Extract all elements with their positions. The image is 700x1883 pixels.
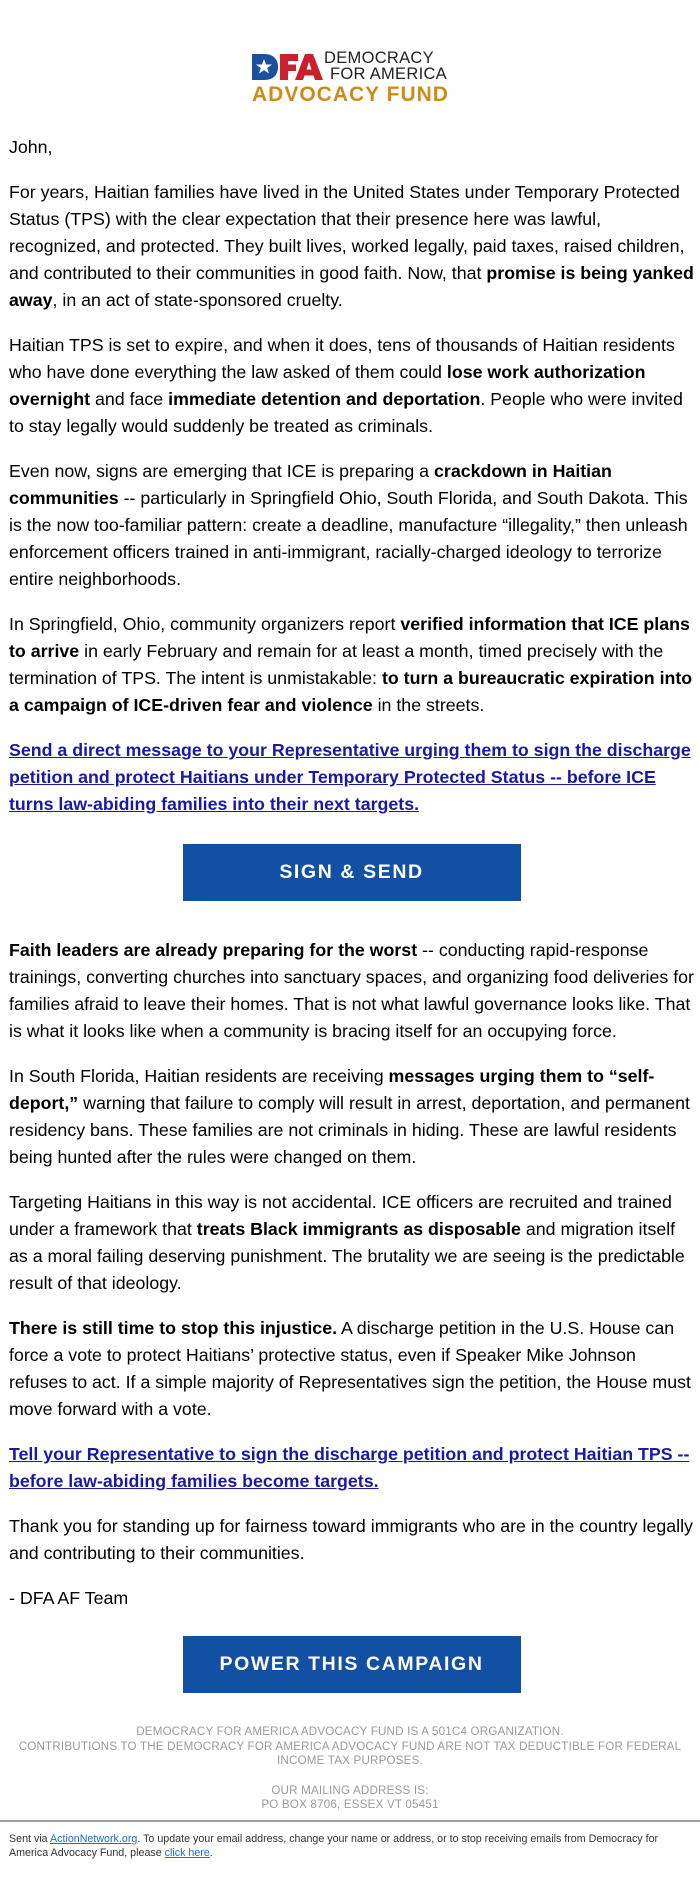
p1-text-1: For years, Haitian families have lived in the United States under Temporary Protected Status (TPS) with the clear expectation that their presence here was lawful, recognized, and protected. They built lives, worked legally, paid taxes, raised children, and contributed to their communities in good faith. Now, that — [9, 182, 685, 283]
footer-mailing-address: PO BOX 8706, ESSEX VT 05451 — [261, 1798, 439, 1811]
p4-bold-2: to turn a bureaucratic expiration into a campaign of ICE-driven fear and violence — [9, 668, 693, 715]
tell-representative-link[interactable]: Tell your Representative to sign the discharge petition and protect Haitian TPS -- before law-abiding families become targets. — [9, 1444, 690, 1491]
p7-bold-1: treats Black immigrants as disposable — [196, 1219, 521, 1239]
paragraph-faith-leaders — [9, 937, 694, 1045]
actionnetwork-link[interactable]: ActionNetwork.org — [50, 1833, 138, 1845]
paragraph-springfield — [9, 611, 694, 719]
footer-org-line-2: CONTRIBUTIONS TO THE DEMOCRACY FOR AMERICA ADVOCACY FUND ARE NOT TAX DEDUCTIBLE FOR FEDERAL INCOME TAX PURPOSES. — [18, 1739, 682, 1767]
sent-prefix: Sent via — [9, 1833, 50, 1845]
footer-organization-info — [0, 1725, 700, 1813]
p2-bold-1: lose work authorization overnight — [9, 362, 646, 409]
paragraph-ice-crackdown — [9, 458, 694, 593]
sent-suffix: . — [209, 1847, 213, 1859]
p8-text-1: A discharge petition in the U.S. House can force a vote to protect Haitians’ protective status, even if Speaker Mike Johnson refuses to act. If a simple majority of Representatives sign the petition, the House must move forward with a vote. — [9, 1318, 691, 1419]
footer-mailing-label: OUR MAILING ADDRESS IS: — [271, 1783, 429, 1797]
p2-text-1: Haitian TPS is set to expire, and when it does, tens of thousands of Haitian residents who have done everything the law asked of them could — [9, 335, 675, 382]
sign-send-row — [9, 844, 694, 901]
p8-bold-1: There is still time to stop this injustice. — [9, 1318, 338, 1338]
p3-bold-1: crackdown in Haitian communities — [9, 461, 612, 508]
p4-text-3: in the streets. — [372, 695, 485, 715]
logo-text-democracy: DEMOCRACY — [324, 49, 434, 67]
dfa-logo-mark — [250, 52, 324, 82]
p5-text-1: -- conducting rapid-response trainings, converting churches into sanctuary spaces, and organizing food deliveries for families afraid to leave their homes. That is not what lawful governance looks like. That is what it looks like when a community is bracing itself for an occupying force. — [9, 940, 694, 1041]
footer-divider — [0, 1820, 700, 1822]
p7-text-1: Targeting Haitians in this way is not accidental. ICE officers are recruited and trained under a framework that — [9, 1192, 672, 1239]
paragraph-discharge-petition — [9, 1315, 694, 1423]
send-message-link[interactable]: Send a direct message to your Representative urging them to sign the discharge petition and protect Haitians under Temporary Protected Status -- before ICE turns law-abiding families into their next targets. — [9, 740, 691, 814]
p2-text-3: . People who were invited to stay legally would suddenly be treated as criminals. — [9, 389, 683, 436]
dfa-logo[interactable] — [250, 50, 450, 106]
footer-org-line-1: DEMOCRACY FOR AMERICA ADVOCACY FUND IS A 501C4 ORGANIZATION. — [136, 1725, 564, 1738]
footer-sent-via — [9, 1832, 693, 1860]
sent-middle: . To update your email address, change your name or address, or to stop receiving emails from Democracy for America Advocacy Fund, please — [9, 1833, 659, 1859]
paragraph-targeting — [9, 1189, 694, 1297]
power-campaign-row — [9, 1636, 694, 1693]
p6-bold-1: messages urging them to “self-deport,” — [9, 1066, 655, 1113]
p2-bold-2: immediate detention and deportation — [168, 389, 481, 409]
power-this-campaign-button[interactable]: POWER THIS CAMPAIGN — [183, 1636, 521, 1693]
p4-text-1: In Springfield, Ohio, community organizers report — [9, 614, 401, 634]
p1-bold-1: promise is being yanked away — [9, 263, 694, 310]
logo-text-for-america: FOR AMERICA — [330, 65, 447, 83]
paragraph-tps-history — [9, 179, 694, 314]
p4-text-2: in early February and remain for at least a month, timed precisely with the termination of TPS. The intent is unmistakable: — [9, 641, 664, 688]
logo-f-shape — [280, 54, 298, 80]
p6-text-2: warning that failure to comply will result in arrest, deportation, and permanent residency bans. These families are not criminals in hiding. These are lawful residents being hunted after the rules were changed on them. — [9, 1093, 690, 1167]
p3-text-2: -- particularly in Springfield Ohio, South Florida, and South Dakota. This is the now too-familiar pattern: create a deadline, manufacture “illegality,” then unleash enforcement officers trained in anti-immigrant, racially-charged ideology to terrorize entire neighborhoods. — [9, 488, 688, 589]
greeting: John, — [9, 137, 53, 157]
paragraph-tps-expire — [9, 332, 694, 440]
p7-text-2: and migration itself as a moral failing deserving punishment. The brutality we are seeing is the predictable result of that ideology. — [9, 1219, 685, 1293]
signoff: - DFA AF Team — [9, 1588, 129, 1608]
paragraph-link-tell-rep — [9, 1441, 694, 1495]
p6-text-1: In South Florida, Haitian residents are receiving — [9, 1066, 389, 1086]
paragraph-link-send-message — [9, 737, 694, 818]
paragraph-thank-you: Thank you for standing up for fairness toward immigrants who are in the country legally and contributing to their communities. — [9, 1516, 693, 1563]
p3-text-1: Even now, signs are emerging that ICE is preparing a — [9, 461, 435, 481]
p1-text-2: , in an act of state-sponsored cruelty. — [52, 290, 343, 310]
logo-a-shape — [295, 54, 323, 80]
p2-text-2: and face — [90, 389, 169, 409]
sign-and-send-button[interactable]: SIGN & SEND — [183, 844, 521, 901]
unsubscribe-click-here-link[interactable]: click here — [164, 1847, 210, 1859]
p5-bold-1: Faith leaders are already preparing for the worst — [9, 940, 418, 960]
paragraph-south-florida — [9, 1063, 694, 1171]
footer-gap — [0, 1769, 700, 1784]
email-body — [9, 134, 694, 1729]
p4-bold-1: verified information that ICE plans to arrive — [9, 614, 690, 661]
logo-text-advocacy-fund: ADVOCACY FUND — [252, 83, 449, 106]
